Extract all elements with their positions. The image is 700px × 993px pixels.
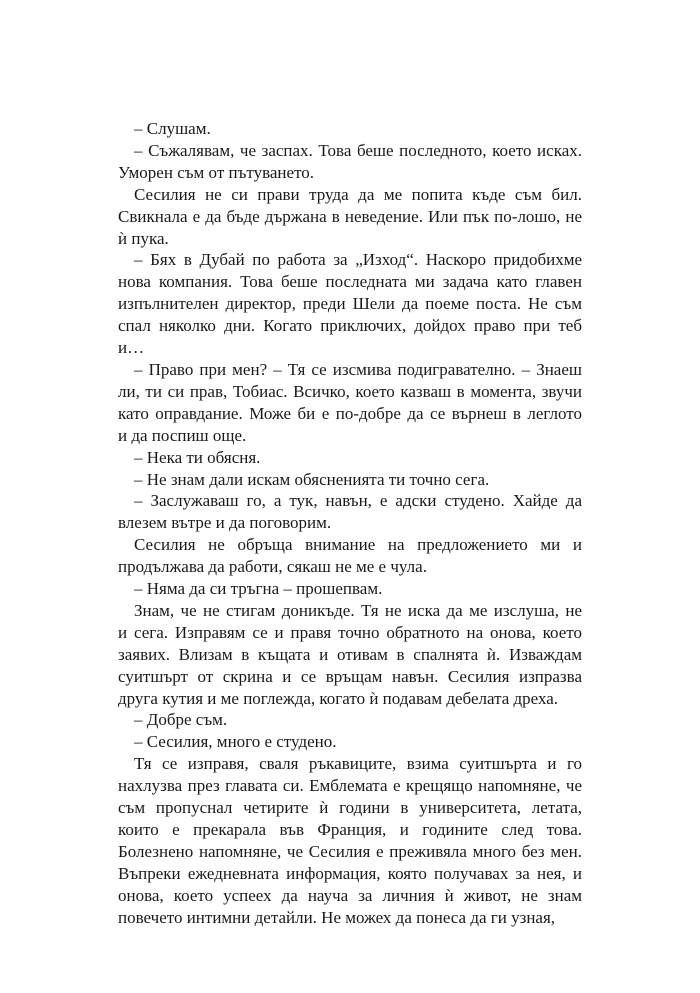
- text-line: – Добре съм.: [134, 710, 228, 730]
- text-line: нахлузва през главата си. Емблемата е крещящо напомняне, че: [118, 776, 582, 796]
- text-line: и да поспиш още.: [118, 425, 247, 445]
- text-line: нова компания. Това беше последната ми задача като главен: [118, 272, 582, 292]
- text-line: – Заслужаваш го, а тук, навън, е адски студено. Хайде да: [134, 491, 582, 511]
- text-line: ли, ти си прав, Тобиас. Всичко, което казваш в момента, звучи: [118, 381, 582, 401]
- text-line: и…: [118, 338, 145, 358]
- text-line: заявих. Влизам в къщата и отивам в спалнята ѝ. Изваждам: [118, 644, 582, 664]
- text-line: спал няколко дни. Когато приключих, дойдох право при теб: [118, 316, 582, 336]
- text-line: суитшърт от скрина и се връщам навън. Сесилия изпразва: [118, 666, 582, 686]
- text-line: изпълнителен директор, преди Шели да поеме поста. Не съм: [118, 294, 582, 314]
- text-line: Въпреки ежедневната информация, която получавах за нея, и: [118, 863, 582, 883]
- text-line: повечето интимни детайли. Не можех да понеса да ги узная,: [118, 907, 556, 927]
- text-line: съм пропуснал четирите ѝ години в университета, летата,: [118, 798, 582, 818]
- text-line: Знам, че не стигам доникъде. Тя не иска да ме изслуша, не: [134, 600, 582, 620]
- text-line: – Съжалявам, че заспах. Това беше последното, което исках.: [134, 140, 582, 160]
- paragraph: [118, 753, 582, 928]
- text-line: и сега. Изправям се и правя точно обратното на онова, което: [118, 622, 582, 642]
- page-body-text: [118, 118, 582, 929]
- paragraph: [118, 447, 582, 469]
- text-line: – Бях в Дубай по работа за „Изход“. Наскоро придобихме: [134, 250, 582, 270]
- text-line: – Слушам.: [134, 119, 211, 138]
- text-line: които е прекарала във Франция, и годините след това.: [118, 820, 582, 839]
- text-line: – Не знам дали искам обясненията ти точно сега.: [134, 469, 490, 489]
- text-line: – Няма да си тръгна – прошепвам.: [134, 579, 383, 599]
- text-line: Сесилия не си прави труда да ме попита къде съм бил.: [134, 184, 582, 204]
- text-line: друга кутия и ме поглежда, когато ѝ подавам дебелата дреха.: [118, 688, 559, 708]
- paragraph: [118, 359, 582, 447]
- paragraph: [118, 600, 582, 710]
- text-line: продължава да работи, сякаш не ме е чула.: [118, 557, 427, 577]
- text-line: ѝ пука.: [118, 228, 169, 248]
- paragraph: [118, 140, 582, 184]
- paragraph: [118, 709, 582, 731]
- paragraph: [118, 578, 582, 600]
- text-line: като оправдание. Може би е по-добре да се върнеш в леглото: [118, 403, 582, 423]
- text-line: – Сесилия, много е студено.: [134, 732, 337, 752]
- paragraph: [118, 469, 582, 491]
- text-line: Тя се изправя, сваля ръкавиците, взима суитшърта и го: [134, 754, 582, 774]
- paragraph: [118, 490, 582, 534]
- paragraph: [118, 731, 582, 753]
- paragraph: [118, 118, 582, 140]
- paragraph: [118, 249, 582, 359]
- text-line: Уморен съм от пътуването.: [118, 162, 315, 182]
- text-line: – Нека ти обясня.: [134, 447, 261, 467]
- text-line: Болезнено напомняне, че Сесилия е преживяла много без мен.: [118, 841, 582, 861]
- text-line: влезем вътре и да поговорим.: [118, 513, 332, 533]
- text-line: онова, което успеех да науча за личния ѝ живот, не знам: [118, 885, 582, 905]
- paragraph: [118, 534, 582, 578]
- paragraph: [118, 184, 582, 250]
- text-line: Сесилия не обръща внимание на предложението ми и: [134, 535, 582, 555]
- text-line: – Право при мен? – Тя се изсмива подигравателно. – Знаеш: [134, 359, 582, 379]
- text-line: Свикнала е да бъде държана в неведение. Или пък по-лошо, не: [118, 206, 582, 226]
